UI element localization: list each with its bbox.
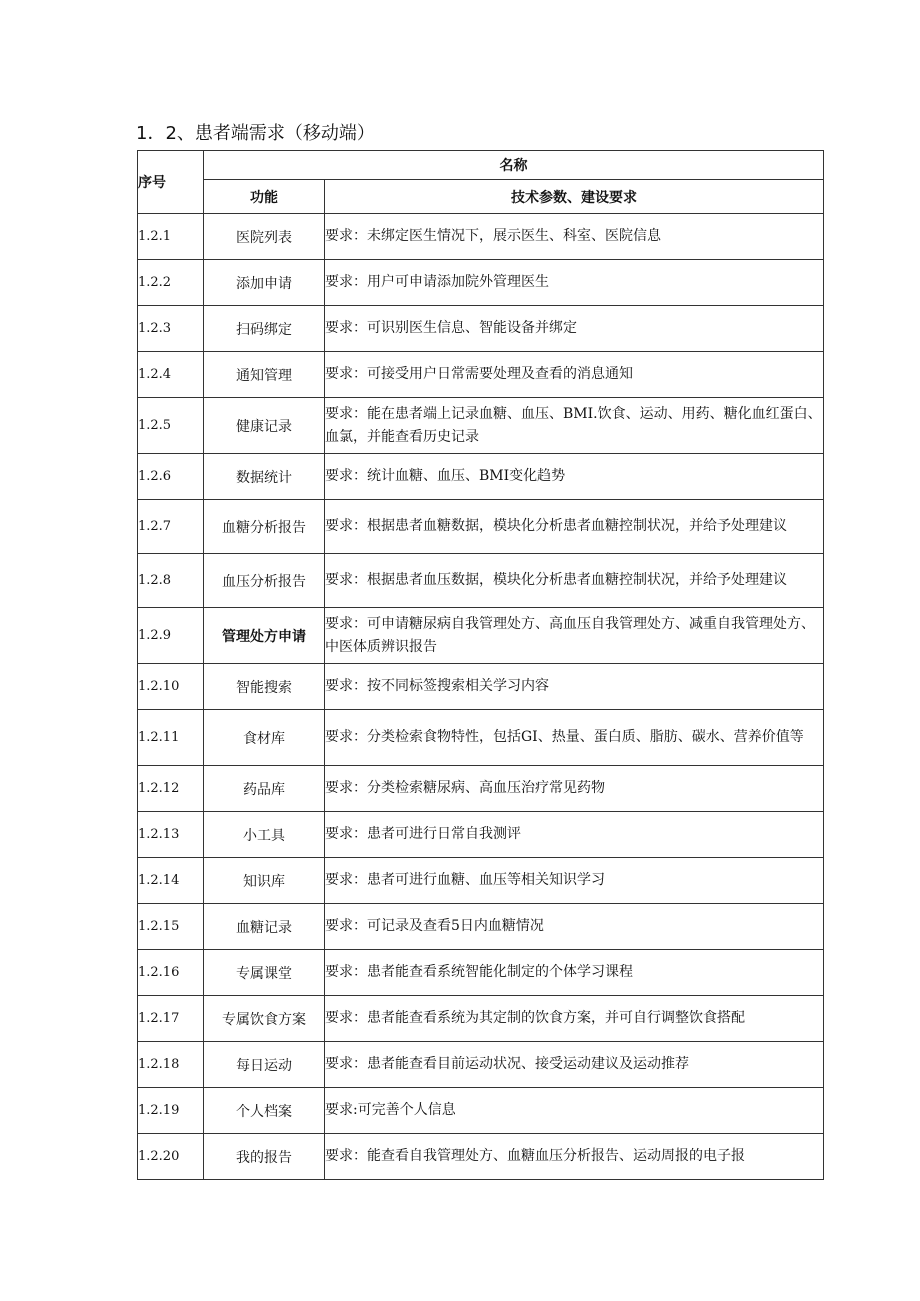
row-seq: 1.2.3 [138, 306, 204, 352]
row-function: 数据统计 [204, 454, 325, 500]
row-function: 专属课堂 [204, 950, 325, 996]
table-row [138, 812, 824, 858]
row-function: 专属饮食方案 [204, 996, 325, 1042]
table-row [138, 1134, 824, 1180]
row-function: 知识库 [204, 858, 325, 904]
row-function: 扫码绑定 [204, 306, 325, 352]
row-function: 我的报告 [204, 1134, 325, 1180]
row-requirement: 要求：能在患者端上记录血糖、血压、BMI.饮食、运动、用药、糖化血红蛋白、血氯，并能查看历史记录 [325, 398, 824, 454]
table-row [138, 766, 824, 812]
table-row [138, 398, 824, 454]
row-function: 添加申请 [204, 260, 325, 306]
row-requirement: 要求：根据患者血压数据，模块化分析患者血糖控制状况，并给予处理建议 [325, 554, 824, 608]
row-requirement: 要求：根据患者血糖数据，模块化分析患者血糖控制状况，并给予处理建议 [325, 500, 824, 554]
row-function: 通知管理 [204, 352, 325, 398]
row-seq: 1.2.8 [138, 554, 204, 608]
table-row [138, 214, 824, 260]
row-requirement: 要求：未绑定医生情况下，展示医生、科室、医院信息 [325, 214, 824, 260]
header-spec: 技术参数、建设要求 [325, 180, 824, 214]
row-seq: 1.2.17 [138, 996, 204, 1042]
row-seq: 1.2.4 [138, 352, 204, 398]
row-requirement: 要求：按不同标签搜索相关学习内容 [325, 664, 824, 710]
row-requirement: 要求：可记录及查看5日内血糖情况 [325, 904, 824, 950]
row-requirement: 要求：患者能查看系统智能化制定的个体学习课程 [325, 950, 824, 996]
row-seq: 1.2.20 [138, 1134, 204, 1180]
table-row [138, 664, 824, 710]
table-row [138, 996, 824, 1042]
row-seq: 1.2.13 [138, 812, 204, 858]
row-function: 管理处方申请 [204, 608, 325, 664]
row-requirement: 要求：患者可进行血糖、血压等相关知识学习 [325, 858, 824, 904]
header-name: 名称 [204, 151, 824, 180]
table-row [138, 1088, 824, 1134]
table-row [138, 904, 824, 950]
row-requirement: 要求：患者可进行日常自我测评 [325, 812, 824, 858]
row-seq: 1.2.1 [138, 214, 204, 260]
row-seq: 1.2.14 [138, 858, 204, 904]
table-row [138, 260, 824, 306]
row-function: 血压分析报告 [204, 554, 325, 608]
row-seq: 1.2.5 [138, 398, 204, 454]
row-requirement: 要求:可完善个人信息 [325, 1088, 824, 1134]
row-seq: 1.2.18 [138, 1042, 204, 1088]
table-row [138, 1042, 824, 1088]
row-requirement: 要求：可识别医生信息、智能设备并绑定 [325, 306, 824, 352]
table-row [138, 608, 824, 664]
row-function: 食材库 [204, 710, 325, 766]
row-seq: 1.2.11 [138, 710, 204, 766]
table-row [138, 454, 824, 500]
row-seq: 1.2.16 [138, 950, 204, 996]
row-seq: 1.2.12 [138, 766, 204, 812]
section-title: 1．2、患者端需求（移动端） [136, 123, 375, 144]
row-seq: 1.2.2 [138, 260, 204, 306]
row-requirement: 要求：可申请糖尿病自我管理处方、高血压自我管理处方、减重自我管理处方、中医体质辨识报告 [325, 608, 824, 664]
table-row [138, 950, 824, 996]
row-seq: 1.2.6 [138, 454, 204, 500]
row-function: 血糖记录 [204, 904, 325, 950]
row-function: 血糖分析报告 [204, 500, 325, 554]
requirements-table [137, 150, 824, 1180]
row-seq: 1.2.9 [138, 608, 204, 664]
row-function: 医院列表 [204, 214, 325, 260]
row-requirement: 要求：患者能查看目前运动状况、接受运动建议及运动推荐 [325, 1042, 824, 1088]
row-seq: 1.2.10 [138, 664, 204, 710]
row-function: 小工具 [204, 812, 325, 858]
row-requirement: 要求：患者能查看系统为其定制的饮食方案，并可自行调整饮食搭配 [325, 996, 824, 1042]
row-requirement: 要求：分类检索糖尿病、高血压治疗常见药物 [325, 766, 824, 812]
row-seq: 1.2.7 [138, 500, 204, 554]
row-seq: 1.2.15 [138, 904, 204, 950]
table-row [138, 710, 824, 766]
table-row [138, 352, 824, 398]
row-requirement: 要求：统计血糖、血压、BMI变化趋势 [325, 454, 824, 500]
header-function: 功能 [204, 180, 325, 214]
row-function: 每日运动 [204, 1042, 325, 1088]
row-function: 健康记录 [204, 398, 325, 454]
header-seq: 序号 [138, 151, 204, 214]
table-row [138, 500, 824, 554]
row-requirement: 要求：能查看自我管理处方、血糖血压分析报告、运动周报的电子报 [325, 1134, 824, 1180]
row-function: 智能搜索 [204, 664, 325, 710]
table-row [138, 306, 824, 352]
row-function: 个人档案 [204, 1088, 325, 1134]
table-row [138, 554, 824, 608]
row-seq: 1.2.19 [138, 1088, 204, 1134]
row-requirement: 要求：用户可申请添加院外管理医生 [325, 260, 824, 306]
row-requirement: 要求：分类检索食物特性，包括GI、热量、蛋白质、脂肪、碳水、营养价值等 [325, 710, 824, 766]
row-function: 药品库 [204, 766, 325, 812]
row-requirement: 要求：可接受用户日常需要处理及查看的消息通知 [325, 352, 824, 398]
table-row [138, 858, 824, 904]
